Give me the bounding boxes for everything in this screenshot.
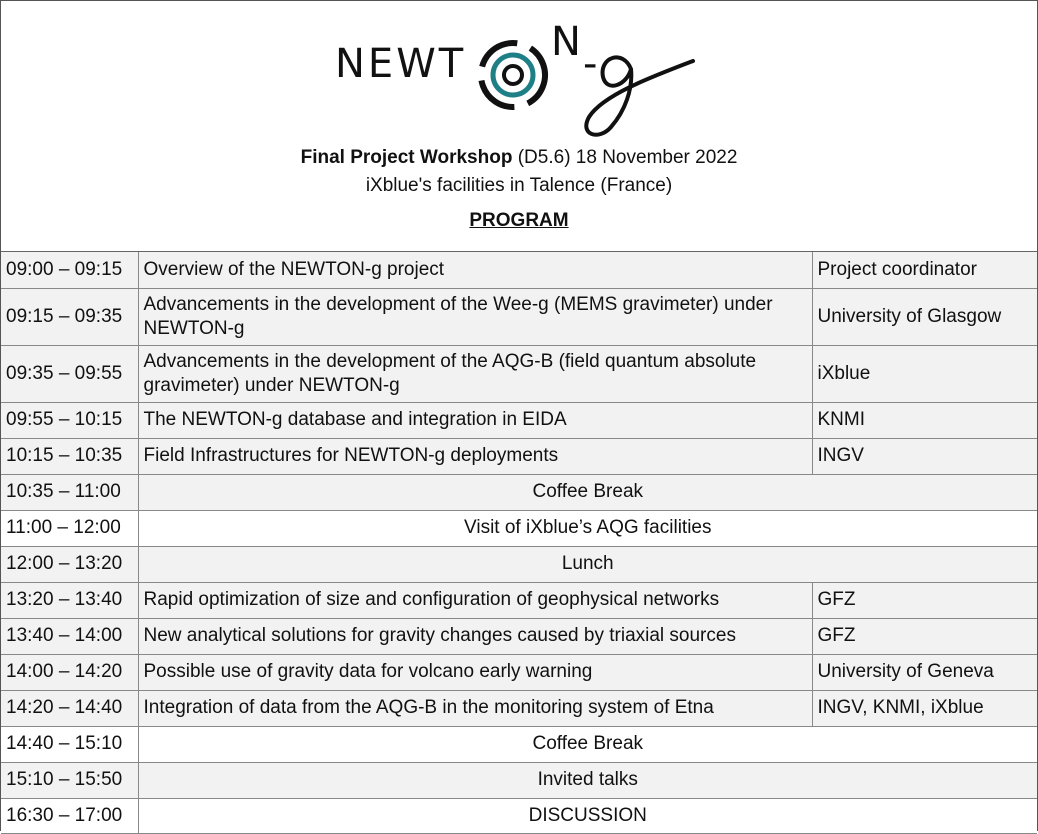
- schedule-row: [1, 438, 1037, 474]
- schedule-speaker: INGV: [812, 438, 1037, 474]
- schedule-speaker: University of Geneva: [812, 654, 1037, 690]
- workshop-title-date: (D5.6) 18 November 2022: [512, 147, 738, 168]
- schedule-time: 09:35 – 09:55: [1, 345, 138, 402]
- schedule-row: [1, 252, 1037, 288]
- schedule-speaker: University of Glasgow: [812, 288, 1037, 345]
- schedule-time: 14:20 – 14:40: [1, 690, 138, 726]
- schedule-time: 09:55 – 10:15: [1, 402, 138, 438]
- schedule-row: [1, 402, 1037, 438]
- schedule-break: Invited talks: [138, 762, 1037, 798]
- schedule-talk-title: Overview of the NEWTON-g project: [138, 252, 812, 288]
- schedule-time: 13:20 – 13:40: [1, 582, 138, 618]
- schedule-row: [1, 546, 1037, 582]
- workshop-location: iXblue's facilities in Talence (France): [365, 175, 673, 196]
- schedule-row: [1, 762, 1037, 798]
- schedule-talk-title: The NEWTON-g database and integration in EIDA: [138, 402, 812, 438]
- schedule-talk-title: Advancements in the development of the AQG-B (field quantum absolute gravimeter) under NEWTON-g: [138, 345, 812, 402]
- schedule-row: [1, 474, 1037, 510]
- schedule-break: Lunch: [138, 546, 1037, 582]
- schedule-row: [1, 510, 1037, 546]
- schedule-speaker: INGV, KNMI, iXblue: [812, 690, 1037, 726]
- logo-text-n: N: [551, 19, 584, 65]
- schedule-row: [1, 798, 1037, 833]
- schedule-talk-title: New analytical solutions for gravity changes caused by triaxial sources: [138, 618, 812, 654]
- schedule-break: Visit of iXblue’s AQG facilities: [138, 510, 1037, 546]
- schedule-talk-title: Field Infrastructures for NEWTON-g deployments: [138, 438, 812, 474]
- schedule-row: [1, 288, 1037, 345]
- schedule-time: 14:40 – 15:10: [1, 726, 138, 762]
- schedule-time: 11:00 – 12:00: [1, 510, 138, 546]
- logo-text-dash: -: [583, 41, 601, 87]
- schedule-talk-title: Rapid optimization of size and configuration of geophysical networks: [138, 582, 812, 618]
- schedule-row: [1, 726, 1037, 762]
- schedule-break: Coffee Break: [138, 726, 1037, 762]
- schedule-speaker: KNMI: [812, 402, 1037, 438]
- program-title: PROGRAM: [469, 210, 569, 231]
- schedule-time: 15:10 – 15:50: [1, 762, 138, 798]
- schedule-time: 09:00 – 09:15: [1, 252, 138, 288]
- workshop-title: [1, 147, 1037, 169]
- program-table: [1, 252, 1037, 834]
- schedule-talk-title: Possible use of gravity data for volcano early warning: [138, 654, 812, 690]
- schedule-speaker: GFZ: [812, 618, 1037, 654]
- schedule-row: [1, 345, 1037, 402]
- schedule-time: 09:15 – 09:35: [1, 288, 138, 345]
- schedule-break: DISCUSSION: [138, 798, 1037, 833]
- newton-g-logo: [331, 19, 701, 141]
- schedule-row: [1, 582, 1037, 618]
- schedule-talk-title: Advancements in the development of the Wee-g (MEMS gravimeter) under NEWTON-g: [138, 288, 812, 345]
- schedule-time: 16:30 – 17:00: [1, 798, 138, 833]
- schedule-time: 10:35 – 11:00: [1, 474, 138, 510]
- schedule-time: 12:00 – 13:20: [1, 546, 138, 582]
- schedule-speaker: iXblue: [812, 345, 1037, 402]
- schedule-time: 10:15 – 10:35: [1, 438, 138, 474]
- schedule-speaker: Project coordinator: [812, 252, 1037, 288]
- schedule-time: 13:40 – 14:00: [1, 618, 138, 654]
- schedule-break: Coffee Break: [138, 474, 1037, 510]
- schedule-talk-title: Integration of data from the AQG-B in the monitoring system of Etna: [138, 690, 812, 726]
- schedule-speaker: GFZ: [812, 582, 1037, 618]
- workshop-title-bold: Final Project Workshop: [300, 147, 513, 168]
- schedule-row: [1, 618, 1037, 654]
- schedule-row: [1, 690, 1037, 726]
- schedule-time: 14:00 – 14:20: [1, 654, 138, 690]
- logo-text-newt: NEWT: [335, 41, 467, 87]
- schedule-row: [1, 654, 1037, 690]
- document-header: [1, 1, 1037, 252]
